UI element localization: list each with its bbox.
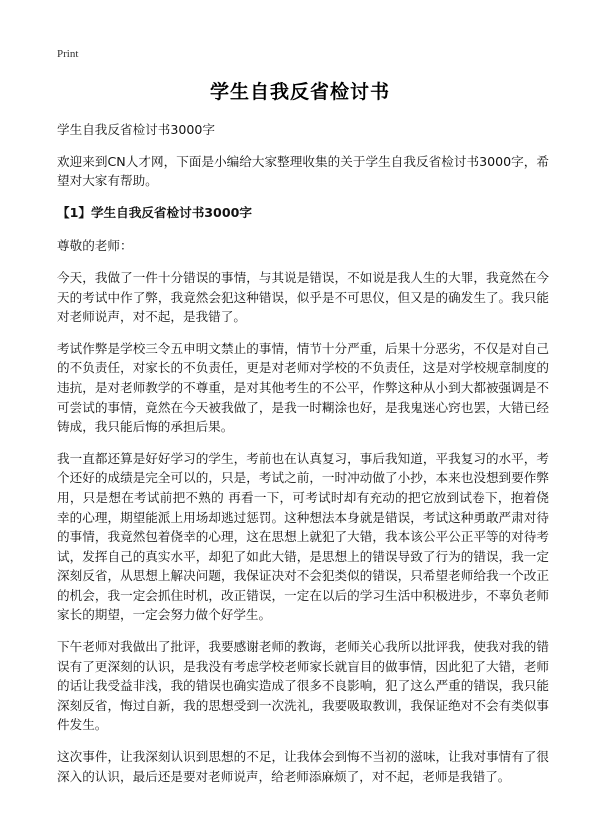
body-paragraph: 下午老师对我做出了批评，我要感谢老师的教诲，老师关心我所以批评我，使我对我的错误有了更深刻的认识，是我没有考虑学校老师家长就盲目的做事情，因此犯了大错，老师的话让我受益非浅，我的错误也确实造成了很多不良影响，犯了这么严重的错误，我只能深刻反省，悔过自新，我的思想受到一次洗礼，我要吸取教训，我保证绝对不会有类似事件发生。 — [57, 639, 549, 733]
print-label: Print — [57, 48, 79, 60]
body-paragraph: 这次事件，让我深刻认识到思想的不足，让我体会到悔不当初的滋味，让我对事情有了很深入的认识，最后还是要对老师说声，给老师添麻烦了，对不起，老师是我错了。 — [57, 749, 549, 784]
intro-paragraph: 欢迎来到CN人才网，下面是小编给大家整理收集的关于学生自我反省检讨书3000字，希望对大家有帮助。 — [57, 153, 549, 189]
document-title: 学生自我反省检讨书 — [209, 81, 390, 103]
body-paragraph: 我一直都还算是好好学习的学生，考前也在认真复习，事后我知道，平我复习的水平，考个还好的成绩是完全可以的，只是，考试之前，一时冲动做了小抄，本来也没想到要作弊用，只是想在考试前把不熟的 再看一下，可考试时却有充动的把它放到试卷下，抱着侥幸的心理，期望能派上用场却逃过惩罚。这种想法本身就是错误，考试这种勇敢严肃对待的事情，我竟然包着侥幸的心理，这在思想上就犯了大错，我本该公平公正平等的对待考试，发挥自己的真实水平，却犯了如此大错，是思想上的错误导致了行为的错误，我一定深刻反省，从思想上解决问题，我保证决对不会犯类似的错误，只希望老师给我一个改正的机会，我一定会抓住时机，改正错误，一定在以后的学习生活中积极进步，不辜负老师家长的期望，一定会努力做个好学生。 — [57, 450, 549, 623]
body-paragraph: 考试作弊是学校三令五申明文禁止的事情，情节十分严重，后果十分恶劣，不仅是对自己的不负责任，对家长的不负责任，更是对老师对学校的不负责任，这是对学校规章制度的违抗，是对老师教学的不尊重，是对其他考生的不公平，作弊这种从小到大都被强调是不可尝试的事情，竟然在今天被我做了，是我一时糊涂也好，是我鬼迷心窍也罢，大错已经铸成，我只能后悔的承担后果。 — [57, 340, 549, 435]
document-subtitle: 学生自我反省检讨书3000字 — [57, 122, 215, 137]
section-heading: 【1】学生自我反省检讨书3000字 — [57, 204, 252, 220]
greeting: 尊敬的老师： — [57, 238, 133, 254]
document-content — [57, 120, 549, 798]
body-paragraph: 今天，我做了一件十分错误的事情，与其说是错误，不如说是我人生的大罪，我竟然在今天的考试中作了弊，我竟然会犯这种错误，似乎是不可思仪，但又是的确发生了。我只能对老师说声，对不起，是我错了。 — [57, 269, 549, 325]
